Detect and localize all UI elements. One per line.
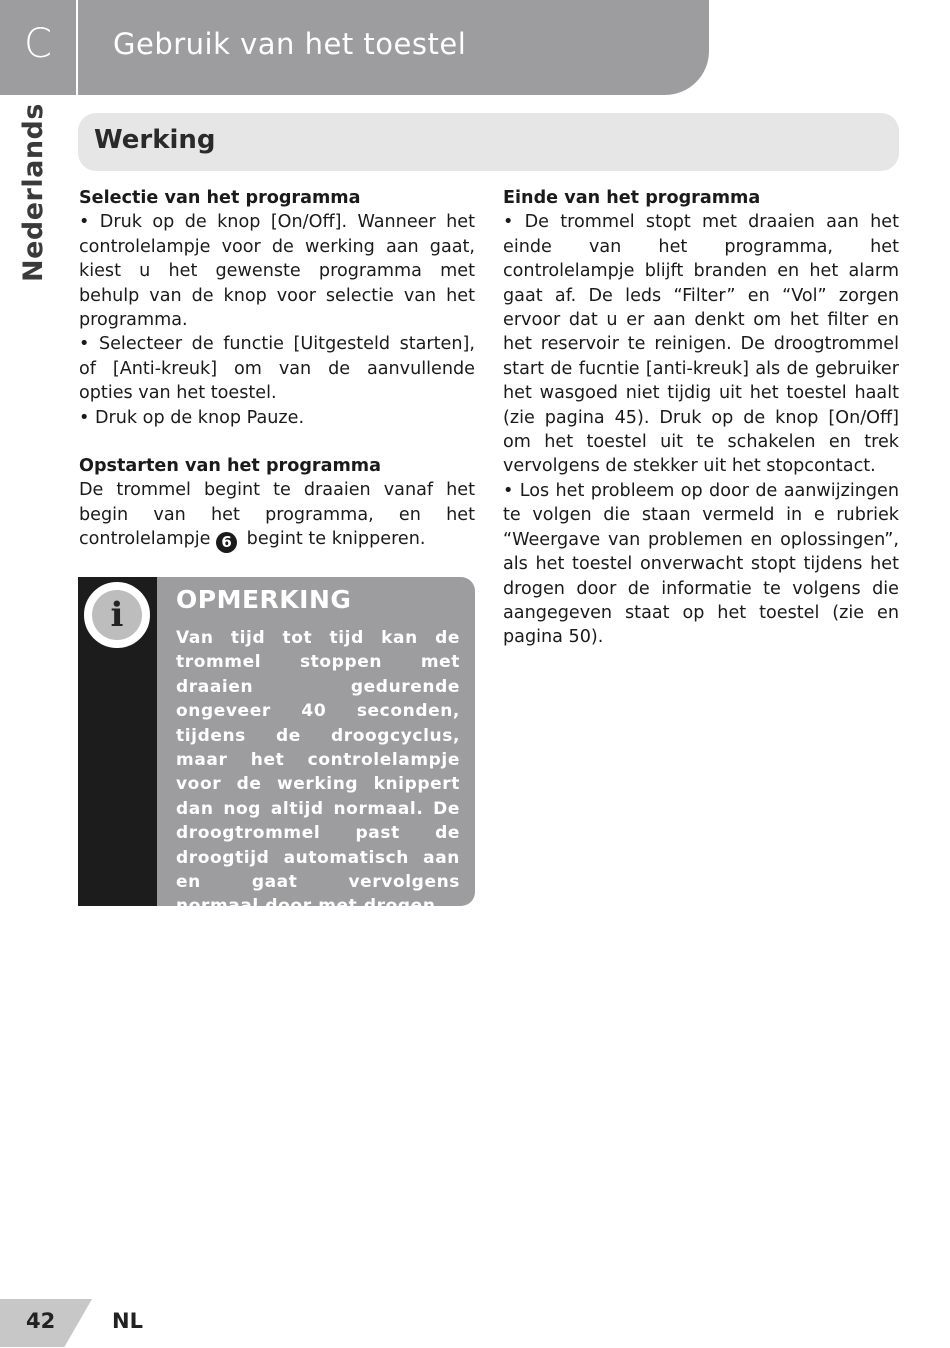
einde-paragraph-1: • De trommel stopt met draaien aan het einde van het programma, het controlelampje blijft branden en het alarm gaat af. De leds “Filter” en “Vol” zorgen ervoor dat u er aan denkt om het filter en het reservoir te reinigen. De droogtrommel start de fucntie [anti-kreuk] als de gebruiker het wasgoed niet tijdig uit het toestel haalt (zie pagina 45). Druk op de knop [On/Off] om het toestel uit te schakelen en trek vervolgens de stekker uit het stopcontact. [503,212,899,477]
opstarten-text-before: De trommel begint te draaien vanaf het begin van het programma, en het controlelampje [79,480,475,550]
language-code: NL [112,1309,143,1333]
selectie-paragraph-1: • Druk op de knop [On/Off]. Wanneer het controlelampje voor de werking aan gaat, kiest u het gewenste programma met behulp van de knop voor selectie van het programma. [79,212,475,331]
language-side-tab: Nederlands [18,103,49,282]
info-icon-glyph: i [92,590,142,640]
note-title: OPMERKING [176,585,352,614]
note-text: Van tijd tot tijd kan de trommel stoppen met draaien gedurende ongeveer 40 seconden, tijdens de droogcyclus, maar het controlelampje voor de werking knippert dan nog altijd normaal. De droogtrommel past de droogtijd automatisch aan en gaat vervolgens normaal door met drogen. [176,628,460,917]
left-column [79,186,475,553]
spacer [79,430,475,454]
selectie-paragraph-2: • Selecteer de functie [Uitgesteld starten], of [Anti-kreuk] om van de aanvullende opties van het toestel. [79,334,475,404]
chapter-letter: C [24,21,52,67]
section-title: Werking [94,125,216,155]
indicator-number-badge: 6 [216,532,237,553]
selectie-heading: Selectie van het programma [79,188,361,208]
einde-paragraph-2: • Los het probleem op door de aanwijzingen te volgen die staan vermeld in e rubriek “Weergave van problemen en oplossingen”, als het toestel onverwacht stopt tijdens het drogen door de informatie te volgens die aangegeven staat op het toestel (zie en pagina 50). [503,480,899,648]
selectie-paragraph-3: • Druk op de knop Pauze. [79,407,305,428]
opstarten-heading: Opstarten van het programma [79,456,381,477]
opstarten-paragraph [79,478,475,553]
info-icon [84,582,150,648]
chapter-title: Gebruik van het toestel [113,27,467,61]
chapter-header [0,0,709,95]
section-bar [78,113,899,171]
einde-heading: Einde van het programma [503,188,761,208]
note-box [78,577,475,917]
right-column [503,186,899,650]
page-number: 42 [26,1309,56,1333]
opstarten-text-after: begint te knipperen. [241,529,426,550]
header-divider [76,0,78,95]
